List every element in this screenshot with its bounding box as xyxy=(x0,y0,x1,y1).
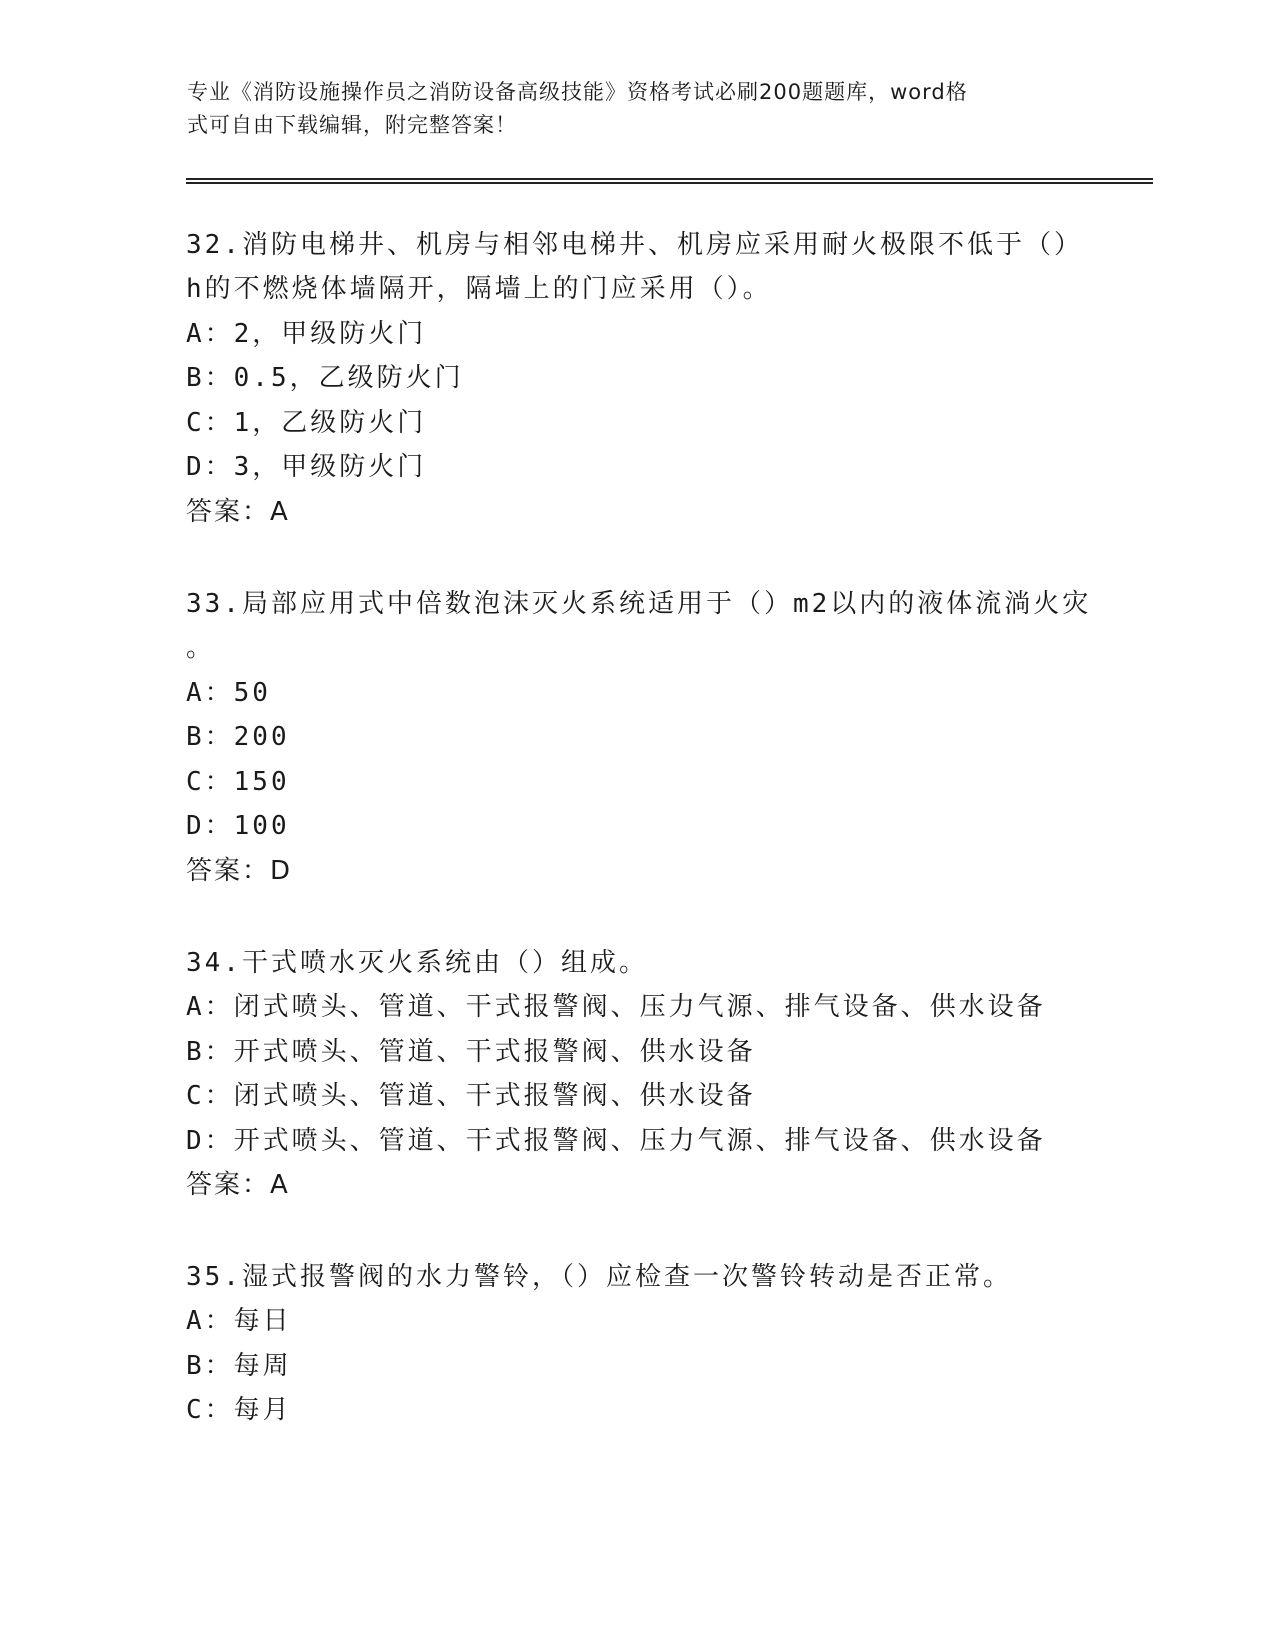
question-33-option-a: A：50 xyxy=(186,678,271,708)
question-32-option-b: B：0.5，乙级防火门 xyxy=(186,363,464,393)
question-32-stem-line-2: h的不燃烧体墙隔开，隔墙上的门应采用（）。 xyxy=(186,274,772,304)
question-34-stem-line-1: 34.干式喷水灭火系统由（）组成。 xyxy=(186,948,648,978)
question-32-option-d: D：3，甲级防火门 xyxy=(186,452,427,482)
header-double-rule xyxy=(186,178,1153,184)
question-34-option-c: C：闭式喷头、管道、干式报警阀、供水设备 xyxy=(186,1081,756,1111)
question-33-option-b: B：200 xyxy=(186,722,290,752)
question-32-answer: 答案：A xyxy=(186,497,290,527)
question-33-answer: 答案：D xyxy=(186,856,293,886)
question-34-option-a: A：闭式喷头、管道、干式报警阀、压力气源、排气设备、供水设备 xyxy=(186,992,1046,1022)
header-line-2: 式可自由下载编辑，附完整答案！ xyxy=(187,113,517,137)
question-35-option-c: C：每月 xyxy=(186,1395,292,1425)
question-33-option-d: D：100 xyxy=(186,811,290,841)
question-35-option-b: B：每周 xyxy=(186,1351,292,1381)
question-32-option-c: C：1，乙级防火门 xyxy=(186,408,427,438)
header-line-1: 专业《消防设施操作员之消防设备高级技能》资格考试必刷200题题库，word格 xyxy=(187,80,968,104)
question-32-stem-line-1: 32.消防电梯井、机房与相邻电梯井、机房应采用耐火极限不低于（） xyxy=(186,230,1083,260)
question-33-option-c: C：150 xyxy=(186,767,290,797)
question-32-option-a: A：2，甲级防火门 xyxy=(186,319,427,349)
question-34-answer: 答案：A xyxy=(186,1170,290,1200)
document-header xyxy=(187,76,1087,142)
question-35-option-a: A：每日 xyxy=(186,1306,292,1336)
question-34-option-b: B：开式喷头、管道、干式报警阀、供水设备 xyxy=(186,1037,756,1067)
question-35-stem-line-1: 35.湿式报警阀的水力警铃，（）应检查一次警铃转动是否正常。 xyxy=(186,1262,1012,1292)
question-34-option-d: D：开式喷头、管道、干式报警阀、压力气源、排气设备、供水设备 xyxy=(186,1126,1046,1156)
question-33-stem-line-1: 33.局部应用式中倍数泡沫灭火系统适用于（）m2以内的液体流淌火灾 xyxy=(186,589,1092,619)
question-33-stem-line-2: 。 xyxy=(186,633,216,663)
